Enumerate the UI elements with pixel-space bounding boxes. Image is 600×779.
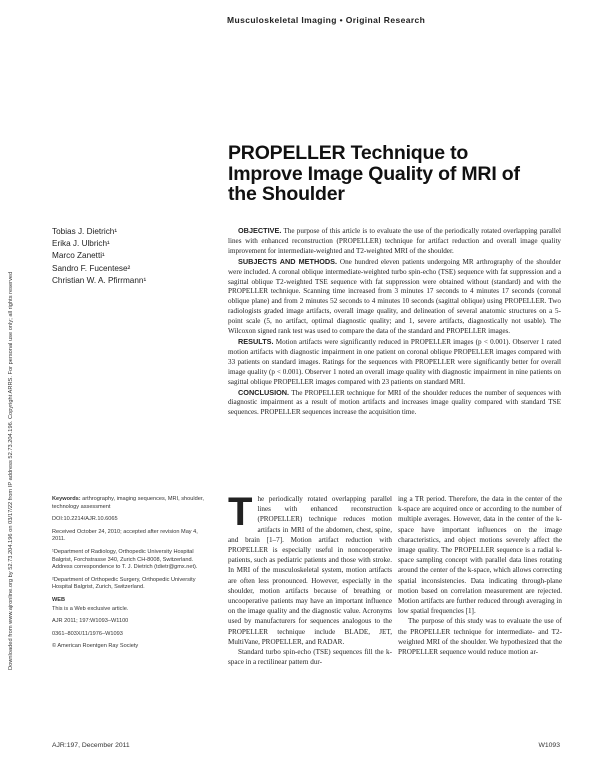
body-paragraph: ing a TR period. Therefore, the data in the center of the k-space are acquired once or according to the number of multiple averages. However, data in the center of the k-space have important influences on the image characteristics, and object motions severely affect the image quality. The PROPELLER sequence is a radial k-space sampling concept with parallel data lines rotating around the center of the k-space, which allows correcting spatial inconsistencies. Data indicating through-plane motion based on correlation measurement are rejected. Motion artifacts are further reduced through averaging in low spatial frequencies [1]. [398,495,562,616]
article-title: PROPELLER Technique to Improve Image Quality of MRI of the Shoulder [228,142,520,205]
keywords-label: Keywords: [52,496,81,502]
author: Marco Zanetti¹ [52,251,105,261]
received-date: Received October 24, 2010; accepted after revision May 4, 2011. [52,528,198,543]
objective-text: The purpose of this article is to evaluate the use of the periodically rotated overlapping parallel lines with enhanced reconstruction (PROPELLER) technique for artifact reduction and overall image quality improvement for intermediate-weighted and T2-weighted MRI of the shoulder. [228,227,561,255]
footer-journal: AJR:197, December 2011 [52,742,130,749]
body-column-2 [398,494,562,657]
abstract-objective [228,226,561,257]
web-note [52,597,212,605]
body-paragraph [228,490,392,647]
body-column-1 [228,490,392,667]
copyright: © American Roentgen Ray Society [52,643,139,650]
download-notice-text: Downloaded from www.ajronline.org by 52.73.204.196 on 03/17/22 from IP address 52.73.204.196. Copyright ARRS. For personal use only; all rights reserved [8,271,14,670]
web-text: This is a Web exclusive article. [52,605,129,612]
methods-heading: SUBJECTS AND METHODS. [238,256,338,266]
body-paragraph: The purpose of this study was to evaluate the use of the PROPELLER technique for intermediate- and T2-weighted MRI of the shoulder. We hypothesized that the PROPELLER sequence would reduce motion ar- [398,617,562,657]
body-paragraph: Standard turbo spin-echo (TSE) sequences fill the k-space in a rectilinear pattern dur- [228,648,392,667]
footer-page-number: W1093 [538,742,560,749]
issn: 0361–803X/11/1976–W1093 [52,630,123,637]
abstract [228,226,561,418]
affiliation: ¹Department of Radiology, Orthopedic University Hospital Balgrist, Forchstrasse 340, Zurich CH-8008, Switzerland. Address correspondence to T. J. Dietrich (tdietr@gmx.net). [52,548,198,571]
doi: DOI:10.2214/AJR.10.6065 [52,516,118,523]
body-text: he periodically rotated overlapping parallel lines with enhanced reconstruction (PROPELLER) technique reduces motion artifacts in MRI of the abdomen, chest, spine, and brain [1–7]. Motion artifact reduction with PROPELLER is especially useful in noncooperative patients, such as pediatric patients and those with stroke. In MRI of the musculoskeletal system, motion artifacts are often less pronounced. However, especially in the shoulder, motion artifacts because of breathing or uncooperative patients may have an important influence on the image quality and the diagnostic value. Acronyms used by manufacturers for sequences analogous to the PROPELLER technique include BLADE, JET, MultiVane, PROPELLER, and RADAR. [228,495,392,646]
author: Christian W. A. Pfirrmann¹ [52,275,147,285]
abstract-methods [228,257,561,337]
citation: AJR 2011; 197:W1093–W1100 [52,618,129,625]
section-header: Musculoskeletal Imaging • Original Research [227,15,426,25]
results-heading: RESULTS. [238,336,274,346]
article-metadata [52,496,212,656]
methods-text: One hundred eleven patients undergoing MR arthrography of the shoulder were included. A coronal oblique intermediate-weighted turbo spin-echo (TSE) sequence with fat suppression and a sagittal oblique T2-weighted TSE sequence with fat suppression were obtained without (standard) and with the PROPELLER technique. Scanning time increased from 3 minutes 17 seconds to 4 minutes 17 seconds (coronal oblique plane) and from 2 minutes 52 seconds to 4 minutes 10 seconds (sagittal oblique) using PROPELLER. Two radiologists graded image artifacts, overall image quality, and delineation of several anatomic structures on a 5-point scale (5, no artifact, optimal diagnostic quality; and 1, severe artifacts, diagnostically not usable). The Wilcoxon signed rank test was used to compare the data of the standard and PROPELLER images. [228,257,561,336]
results-text: Motion artifacts were significantly reduced in PROPELLER images (p < 0.001). Observer 1 rated motion artifacts with diagnostic impairment in one patient on coronal oblique PROPELLER images compared with 33 patients on standard images. Ratings for the sequences with PROPELLER were significantly better for overall image quality (p < 0.001). Observer 1 noted an overall image quality with diagnostic impairment in nine patients on sagittal oblique PROPELLER images compared with 23 patients on standard MRI. [228,337,561,386]
conclusion-heading: CONCLUSION. [238,387,290,397]
download-notice [2,100,16,670]
author-list [52,226,222,287]
abstract-results [228,337,561,388]
keywords [52,496,212,511]
author: Tobias J. Dietrich¹ [52,227,118,236]
affiliation: ²Department of Orthopedic Surgery, Orthopedic University Hospital Balgrist, Zurich, Switzerland. [52,576,196,591]
conclusion-text: The PROPELLER technique for MRI of the shoulder reduces the number of sequences with diagnostic impairment as a result of motion artifacts and increases image quality compared with standard TSE sequences. PROPELLER sequences increase the acquisition time. [228,388,561,417]
web-label: WEB [52,596,66,603]
abstract-conclusion [228,388,561,419]
author: Sandro F. Fucentese² [52,263,131,273]
author: Erika J. Ulbrich¹ [52,239,110,249]
keywords-text: arthrography, imaging sequences, MRI, shoulder, technology assessment [52,496,204,510]
drop-cap: T [228,490,253,534]
objective-heading: OBJECTIVE. [238,226,282,235]
